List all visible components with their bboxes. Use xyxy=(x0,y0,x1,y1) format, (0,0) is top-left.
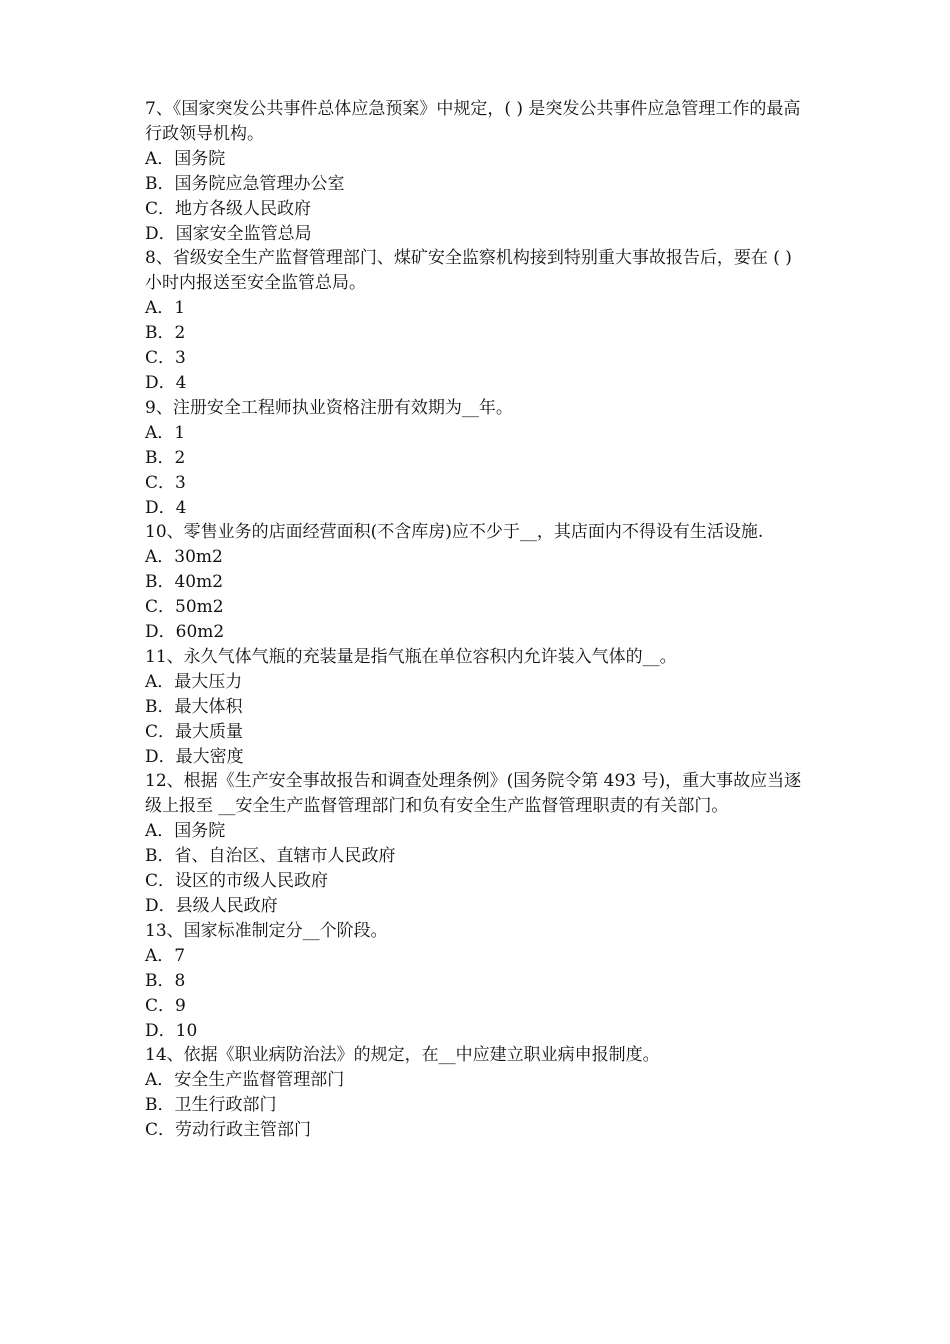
option-d: D．最大密度 xyxy=(145,746,244,767)
question-13 xyxy=(145,919,810,1044)
option-d: D．4 xyxy=(145,497,187,518)
question-7 xyxy=(145,97,810,246)
option-b: B．国务院应急管理办公室 xyxy=(145,173,345,194)
option-d: D．县级人民政府 xyxy=(145,896,278,916)
option-c: C．地方各级人民政府 xyxy=(145,198,312,219)
option-b: B．省、自治区、直辖市人民政府 xyxy=(145,846,396,867)
question-14 xyxy=(145,1043,810,1143)
option-a: A．安全生产监督管理部门 xyxy=(145,1070,345,1091)
option-a: A．7 xyxy=(145,945,186,966)
document-page xyxy=(145,97,810,1143)
option-a: A．30m2 xyxy=(145,547,223,568)
option-b: B．8 xyxy=(145,970,186,991)
option-b: B．40m2 xyxy=(145,572,224,593)
question-stem: 8、省级安全生产监督管理部门、煤矿安全监察机构接到特别重大事故报告后，要在 ( ) 小时内报送至安全监管总局。 xyxy=(145,248,792,294)
option-a: A．1 xyxy=(145,298,186,319)
option-a: A．国务院 xyxy=(145,148,226,169)
question-12 xyxy=(145,769,810,918)
question-8 xyxy=(145,246,810,395)
option-b: B．2 xyxy=(145,447,186,468)
question-11 xyxy=(145,645,810,770)
option-d: D．60m2 xyxy=(145,622,225,643)
option-b: B．2 xyxy=(145,323,186,344)
option-d: D．国家安全监管总局 xyxy=(145,223,312,244)
option-c: C．劳动行政主管部门 xyxy=(145,1120,312,1141)
question-10 xyxy=(145,520,810,645)
question-stem: 9、注册安全工程师执业资格注册有效期为__年。 xyxy=(145,397,513,418)
option-d: D．10 xyxy=(145,1020,198,1041)
option-c: C．最大质量 xyxy=(145,721,244,742)
option-c: C．50m2 xyxy=(145,597,224,618)
option-c: C．3 xyxy=(145,348,186,369)
option-d: D．4 xyxy=(145,372,187,393)
option-a: A．1 xyxy=(145,422,186,443)
question-stem: 12、根据《生产安全事故报告和调查处理条例》(国务院令第 493 号)，重大事故应当逐级上报至 __安全生产监督管理部门和负有安全生产监督管理职责的有关部门。 xyxy=(145,771,802,817)
option-b: B．最大体积 xyxy=(145,696,243,717)
option-c: C．设区的市级人民政府 xyxy=(145,871,329,892)
option-c: C．9 xyxy=(145,995,186,1016)
question-stem: 13、国家标准制定分__个阶段。 xyxy=(145,920,388,941)
question-9 xyxy=(145,396,810,521)
question-stem: 11、永久气体气瓶的充装量是指气瓶在单位容积内允许装入气体的__。 xyxy=(145,646,677,667)
question-stem: 10、零售业务的店面经营面积(不含库房)应不少于__，其店面内不得设有生活设施. xyxy=(145,522,764,543)
question-stem: 14、依据《职业病防治法》的规定，在__中应建立职业病申报制度。 xyxy=(145,1045,660,1066)
option-a: A．国务院 xyxy=(145,821,226,842)
option-a: A．最大压力 xyxy=(145,671,243,692)
question-stem: 7、《国家突发公共事件总体应急预案》中规定，( ) 是突发公共事件应急管理工作的最高行政领导机构。 xyxy=(145,99,801,144)
option-b: B．卫生行政部门 xyxy=(145,1095,277,1116)
option-c: C．3 xyxy=(145,472,186,493)
